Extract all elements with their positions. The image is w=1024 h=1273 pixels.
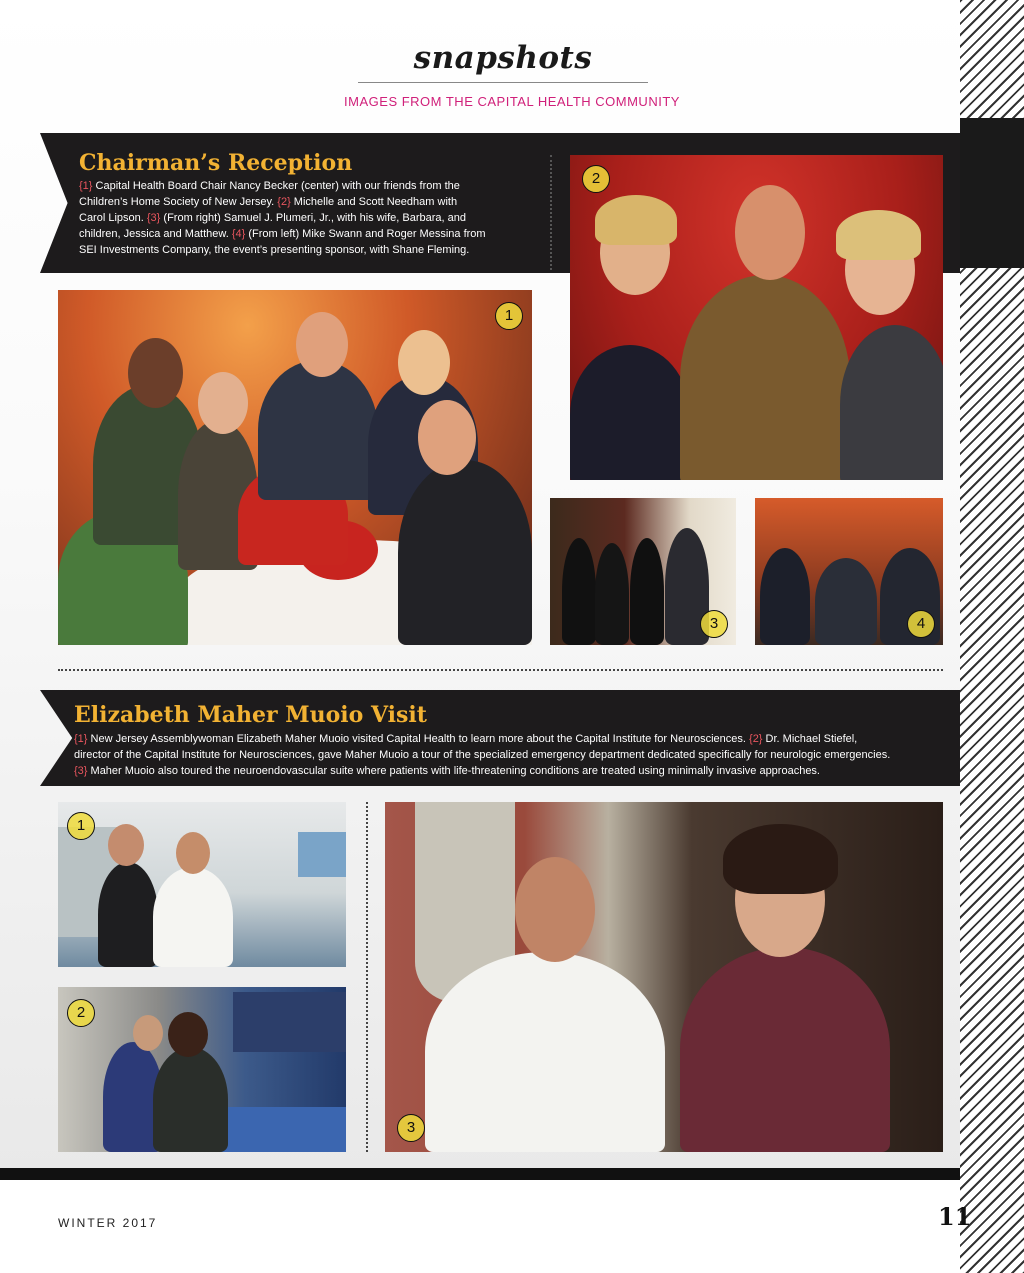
person-figure: [680, 275, 850, 480]
page-title: snapshots: [413, 40, 593, 76]
person-head: [296, 312, 348, 377]
person-head: [168, 1012, 208, 1057]
person-head: [398, 330, 450, 395]
caption-line: [79, 242, 539, 258]
footer-season: WINTER 2017: [58, 1216, 158, 1230]
photo-number-badge: 4: [907, 610, 935, 638]
caption-line: [74, 747, 954, 763]
monitor-screens: [233, 992, 346, 1052]
photo-visit-1: [58, 802, 346, 967]
person-figure: [562, 538, 596, 645]
person-figure: [680, 947, 890, 1152]
photo-reception-3: [550, 498, 736, 645]
divider-vertical: [366, 802, 368, 1152]
person-figure: [595, 543, 629, 645]
section1-title: Chairman’s Reception: [79, 150, 353, 176]
section1-caption: [79, 178, 539, 258]
masthead: [358, 40, 648, 83]
person-figure: [98, 862, 158, 967]
person-figure: [398, 460, 532, 645]
caption-text: New Jersey Assemblywoman Elizabeth Maher Muoio visited Capital Health to learn more about the Capital Institute for Neurosciences.: [87, 733, 750, 745]
photo-reception-4: [755, 498, 943, 645]
person-figure: [815, 558, 877, 645]
person-figure: [630, 538, 664, 645]
caption-line: [79, 194, 539, 210]
person-figure: [258, 360, 378, 500]
person-hair: [723, 824, 838, 894]
person-head: [176, 832, 210, 874]
photo-reception-1: [58, 290, 532, 645]
caption-text: Dr. Michael Stiefel,: [762, 733, 858, 745]
caption-text: (From right) Samuel J. Plumeri, Jr., with his wife, Barbara, and: [160, 212, 466, 224]
caption-number: {3}: [146, 212, 161, 224]
title-rule: [358, 82, 648, 83]
person-hair: [836, 210, 921, 260]
caption-text: director of the Capital Institute for Neurosciences, gave Maher Muoio a tour of the specialized emergency department dedicated specifically for neurologic emergencies.: [74, 749, 891, 761]
divider-horizontal: [58, 669, 943, 671]
caption-text: Carol Lipson.: [79, 212, 147, 224]
caption-number: {1}: [74, 733, 88, 745]
caption-text: Children’s Home Society of New Jersey.: [79, 196, 278, 208]
person-head: [735, 185, 805, 280]
person-hair: [595, 195, 677, 245]
caption-text: SEI Investments Company, the event’s presenting sponsor, with Shane Fleming.: [79, 244, 470, 256]
person-figure: [153, 1047, 228, 1152]
page-subtitle: IMAGES FROM THE CAPITAL HEALTH COMMUNITY: [344, 94, 680, 109]
supply-bins: [298, 832, 346, 877]
caption-line: [74, 763, 954, 779]
caption-text: Capital Health Board Chair Nancy Becker (center) with our friends from the: [92, 180, 460, 192]
photo-visit-2: [58, 987, 346, 1152]
person-head: [198, 372, 248, 434]
photo-visit-3: [385, 802, 943, 1152]
edge-tab-decoration: [960, 118, 1024, 268]
photo-number-badge: 3: [700, 610, 728, 638]
photo-number-badge: 3: [397, 1114, 425, 1142]
caption-text: Maher Muoio also toured the neuroendovascular suite where patients with life-threatening conditions are treated using minimally invasive approaches.: [87, 765, 820, 777]
page-number: 11: [938, 1202, 972, 1231]
divider-vertical: [550, 155, 552, 270]
footer-bar: [0, 1168, 960, 1180]
section2-caption: [74, 731, 954, 779]
caption-number: {2}: [277, 196, 291, 208]
person-figure: [425, 952, 665, 1152]
person-figure: [840, 325, 943, 480]
caption-line: [79, 210, 539, 226]
person-figure: [153, 867, 233, 967]
photo-number-badge: 1: [67, 812, 95, 840]
section2-title: Elizabeth Maher Muoio Visit: [74, 702, 427, 728]
caption-line: [79, 178, 539, 194]
person-figure: [570, 345, 690, 480]
photo-reception-2: [570, 155, 943, 480]
caption-number: {4}: [231, 228, 246, 240]
person-figure: [760, 548, 810, 645]
photo-number-badge: 1: [495, 302, 523, 330]
person-head: [108, 824, 144, 866]
caption-line: [79, 226, 539, 242]
caption-text: children, Jessica and Matthew.: [79, 228, 232, 240]
person-head: [133, 1015, 163, 1051]
caption-number: {2}: [749, 733, 763, 745]
photo-number-badge: 2: [582, 165, 610, 193]
caption-line: [74, 731, 954, 747]
person-head: [515, 857, 595, 962]
person-head: [418, 400, 476, 475]
caption-number: {3}: [74, 765, 88, 777]
caption-text: Michelle and Scott Needham with: [290, 196, 458, 208]
caption-number: {1}: [79, 180, 93, 192]
caption-text: (From left) Mike Swann and Roger Messina from: [245, 228, 486, 240]
person-head: [128, 338, 183, 408]
photo-number-badge: 2: [67, 999, 95, 1027]
